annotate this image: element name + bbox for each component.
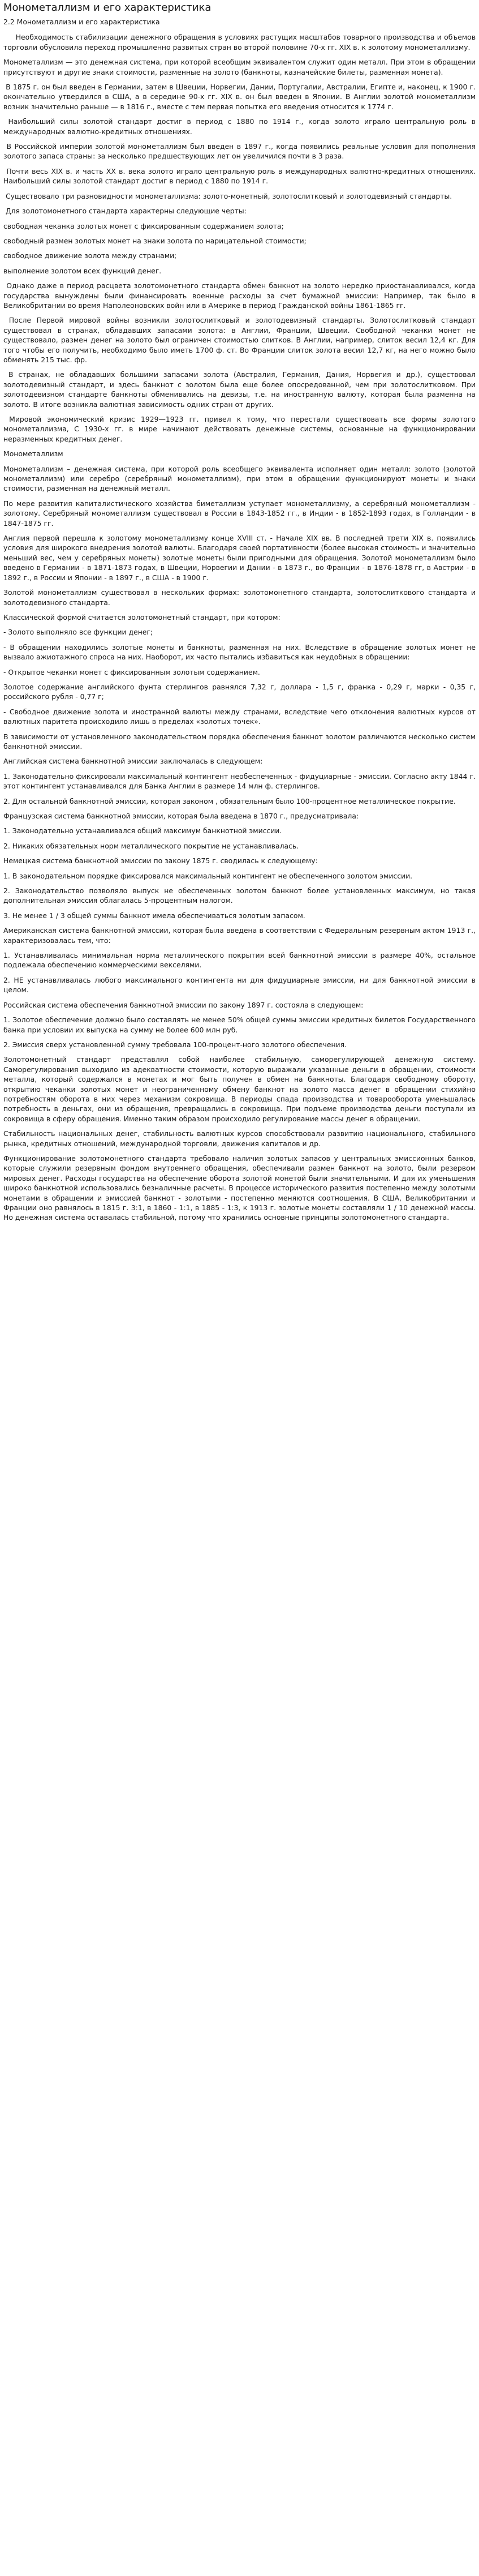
paragraph: 1. Законодательно устанавливался общий максимум банкнотной эмиссии. — [3, 826, 282, 835]
paragraph: Необходимость стабилизации денежного обращения в условиях растущих масштабов товарного производства и объемов торговли обусловила переход промышленно развитых стран во второй половине 70-х гг. XIX в. к золотому монометаллизму. — [3, 33, 478, 52]
paragraph: Мировой экономический кризис 1929—1923 гг. привел к тому, что перестали существовать все формы золотого монометаллизма, С 1930-х гг. в мире начинают действовать денежные системы, основанные на функционировании неразменных кредитных денег. — [3, 415, 478, 443]
paragraph: 2. Законодательство позволяло выпуск не обеспеченных золотом банкнот более установленных максимум, но такая дополнительная эмиссия облагалась 5-процентным налогом. — [3, 886, 478, 905]
paragraph: В зависимости от установленного законодательством порядка обеспечения банкнот золотом различаются несколько систем банкнотной эмиссии. — [3, 732, 478, 751]
paragraph: Стабильность национальных денег, стабильность валютных курсов способствовали развитию национального, стабильного рынка, кредитных отношений, международной торговли, движения капиталов и др. — [3, 1129, 478, 1148]
paragraph: 2. Никаких обязательных норм металлического покрытие не устанавливалась. — [3, 841, 299, 850]
paragraph: свободное движение золота между странами; — [3, 251, 177, 260]
paragraph: Функционирование золотомонетного стандарта требовало наличия золотых запасов у центральных эмиссионных банков, которые служили резервным фондом внутреннего обращения, обеспечивали размен банкнот на золото, были резервом мировых денег. Расходы государства на обеспечение оборота золотой монетой были значительными. И для их уменьшения широко банкнотной использовались безналичные расчеты. В процессе исторического развития постепенно между золотыми монетами в обращении и эмиссией банкнот - золотыми - постепенно меняются соотношения. В США, Великобритании и Франции оно равнялось в 1815 г. 3:1, в 1860 - 1:1, в 1885 - 1:3, к 1913 г. золотые монеты составляли 1 / 10 денежной массы. Но денежная система оставалась стабильной, потому что хранились основные принципы золотомонетного стандарта. — [3, 1154, 478, 1222]
paragraph: Золотой монометаллизм существовал в нескольких формах: золотомонетного стандарта, золотослиткового стандарта и золотодевизного стандарта. — [3, 588, 478, 607]
paragraph: 2. Для остальной банкнотной эмиссии, которая законом , обязательным было 100-процентное металлическое покрытие. — [3, 796, 456, 805]
paragraph: свободная чеканка золотых монет с фиксированным содержанием золота; — [3, 221, 284, 230]
paragraph: - Золото выполняло все функции денег; — [3, 628, 153, 637]
paragraph: 1. Устанавливалась минимальная норма металлического покрытия всей банкнотной эмиссии в размере 40%, остальное подлежала обеспечению коммерческими векселями. — [3, 951, 478, 970]
paragraph: 1. Золотое обеспечение должно было составлять не менее 50% общей суммы эмиссии кредитных билетов Государственного банка при условии их выпуска на сумму не более 600 млн руб. — [3, 1015, 478, 1034]
paragraph: После Первой мировой войны возникли золотослитковый и золотодевизный стандарты. Золотослитковый стандарт существовал в странах, обладавших запасами золота: в Англии, Франции, Швеции. Свободной чеканки монет не существовало, размен денег на золото был ограничен стоимостью слитков. В Англии, например, слиток весил 12,4 кг. Для того чтобы его получить, необходимо было иметь 1700 ф. ст. Во Франции слиток золота весил 12,7 кг, на него можно было обменять 215 тыс. фр. — [3, 316, 478, 364]
paragraph: Наибольший силы золотой стандарт достиг в период с 1880 по 1914 г., когда золото играло центральную роль в международных валютно-кредитных отношениях. — [3, 117, 478, 136]
section-heading: 2.2 Монометаллизм и его характеристика — [3, 18, 160, 26]
paragraph: - Открытое чеканки монет с фиксированным золотым содержанием. — [3, 667, 260, 676]
paragraph: Монометаллизм — это денежная система, при которой всеобщим эквивалентом служит один металл. При этом в обращении присутствуют и другие знаки стоимости, разменные на золото (банкноты, казначейские билеты, разменная монета). — [3, 58, 478, 76]
paragraph: выполнение золотом всех функций денег. — [3, 266, 162, 275]
paragraph: Для золотомонетного стандарта характерны следующие черты: — [3, 207, 247, 216]
paragraph: Американская система банкнотной эмиссии, которая была введена в соответствии с Федеральным резервным актом 1913 г., характеризовалась тем, что: — [3, 926, 478, 945]
document-page — [0, 0, 479, 1233]
paragraph: 2. НЕ устанавливалась любого максимального контингента ни для фидуциарные эмиссии, ни для банкнотной эмиссии в целом. — [3, 975, 478, 995]
paragraph: Монометаллизм – денежная система, при которой роль всеобщего эквивалента исполняет один металл: золото (золотой монометаллизм) или серебро (серебряный монометаллизм), при этом в обращении функционируют монеты и знаки стоимости, разменная на денежный металл. — [3, 464, 478, 493]
paragraph: Существовало три разновидности монометаллизма: золото-монетный, золотослитковый и золотодевизный стандарты. — [3, 191, 452, 200]
paragraph: 1. Законодательно фиксировали максимальный контингент необеспеченных - фидуциарные - эмиссии. Согласно акту 1844 г. этот контингент устанавливался для Банка Англии в размере 14 млн ф. стерлингов. — [3, 771, 478, 791]
document-body — [3, 32, 476, 1222]
paragraph: свободный размен золотых монет на знаки золота по нарицательной стоимости; — [3, 236, 307, 245]
paragraph: 1. В законодательном порядке фиксировался максимальный контингент не обеспеченного золотом эмиссии. — [3, 871, 413, 880]
paragraph: По мере развития капиталистического хозяйства биметаллизм уступает монометаллизму, а серебряный монометаллизм - золотому. Серебряный монометаллизм существовал в России в 1843-1852 гг., в Индии - в 1852-1893 годах, в Голландии - в 1847-1875 гг. — [3, 499, 478, 528]
paragraph: Французская система банкнотной эмиссии, которая была введена в 1870 г., предусматривала: — [3, 812, 359, 820]
paragraph: Классической формой считается золотомонетный стандарт, при котором: — [3, 612, 281, 622]
paragraph: Однако даже в период расцвета золотомонетного стандарта обмен банкнот на золото нередко приостанавливался, когда государства вынуждены были финансировать военные расходы за счет бумажной эмиссии: Например, так было в Великобритании во время Наполеоновских войн или в Америке в период Гражданской войны 1861-1865 гг. — [3, 281, 478, 310]
paragraph: - В обращении находились золотые монеты и банкноты, разменная на них. Вследствие в обращение золотых монет не вызвало ажиотажного спроса на них. Наоборот, их часто пытались избавиться как неудобных в обращении: — [3, 642, 478, 662]
paragraph: Монометаллизм — [3, 449, 63, 458]
paragraph: 3. Не менее 1 / 3 общей суммы банкнот имела обеспечиваться золотым запасом. — [3, 911, 305, 920]
paragraph: Золотомонетный стандарт представлял собой наиболее стабильную, саморегулирующей денежную систему. Саморегулирования выходило из адекватности стоимости, которую выражали указанные деньги в обращении, стоимости металла, который содержался в монетах и мог быть получен в обмен на банкноты. Благодаря свободному обороту, открытию чеканки золотых монет и неограниченному обмену банкнот на золото масса денег в обращении стихийно потребностям оборота в них через механизм сокровища. В периоды спада производства и товарооборота уменьшалась потребность в деньгах, они из обращения, превращались в сокровища. При подъеме производства деньги поступали из сокровища в сферу обращения. Именно таким образом происходило регулирование массы денег в обращении. — [3, 1055, 478, 1123]
paragraph: Золотое содержание английского фунта стерлингов равнялся 7,32 г, доллара - 1,5 г, франка - 0,29 г, марки - 0,35 г, российского рубля - 0,77 г; — [3, 682, 478, 701]
paragraph: В странах, не обладавших большими запасами золота (Австралия, Германия, Дания, Норвегия и др.), существовал золотодевизный стандарт, и здесь банкнот с золотом была еще более опосредованной, чем при золотослитковом. При золотодевизном стандарте банкноты обменивались на девизы, т.е. на иностранную валюту, которая была разменна на золото. В итоге возникла валютная зависимость одних стран от других. — [3, 370, 478, 409]
paragraph: Почти весь XIX в. и часть XX в. века золото играло центральную роль в международных валютно-кредитных отношениях. Наибольший силы золотой стандарт достиг в период с 1880 по 1914 г. — [3, 166, 478, 186]
paragraph: - Свободное движение золота и иностранной валюты между странами, вследствие чего отклонения валютных курсов от валютных паритета происходило лишь в пределах «золотых точек». — [3, 707, 478, 726]
document-title: Монометаллизм и его характеристика — [3, 2, 212, 14]
paragraph: В Российской империи золотой монометаллизм был введен в 1897 г., когда появились реальные условия для пополнения золотого запаса страны: за несколько предшествующих лет он увеличился почти в 3 раза. — [3, 142, 478, 161]
paragraph: Российская система обеспечения банкнотной эмиссии по закону 1897 г. состояла в следующем: — [3, 1000, 364, 1009]
paragraph: Английская система банкнотной эмиссии заключалась в следующем: — [3, 757, 263, 766]
paragraph: Англия первой перешла к золотому монометаллизму конце XVIII ст. - Начале XIX вв. В последней трети XIX в. появились условия для широкого внедрения золотой валюты. Благодаря своей портативности (более высокая стоимость и значительно меньший вес, чем у серебряных монеты) золотые монеты были пригодными для обращения. Золотой монометаллизм было введено в Германии - в 1871-1873 годах, в Швеции, Норвегии и Дании - в 1873 г., во Франции - в 1876-1878 гг, в Австрии - в 1892 г., в России и Японии - в 1897 г., в США - в 1900 г. — [3, 534, 478, 582]
paragraph: В 1875 г. он был введен в Германии, затем в Швеции, Норвегии, Дании, Португалии, Австралии, Египте и, наконец, к 1900 г. окончательно утвердился в США, а в середине 90-х гг. XIX в. он был введен в Японии. В Англии золотой монометаллизм возник значительно раньше — в 1816 г., вместе с тем первая попытка его введения относится к 1774 г. — [3, 83, 478, 111]
paragraph: 2. Эмиссия сверх установленной сумму требовала 100-процент-ного золотого обеспечения. — [3, 1040, 347, 1049]
paragraph: Немецкая система банкнотной эмиссии по закону 1875 г. сводилась к следующему: — [3, 856, 318, 865]
